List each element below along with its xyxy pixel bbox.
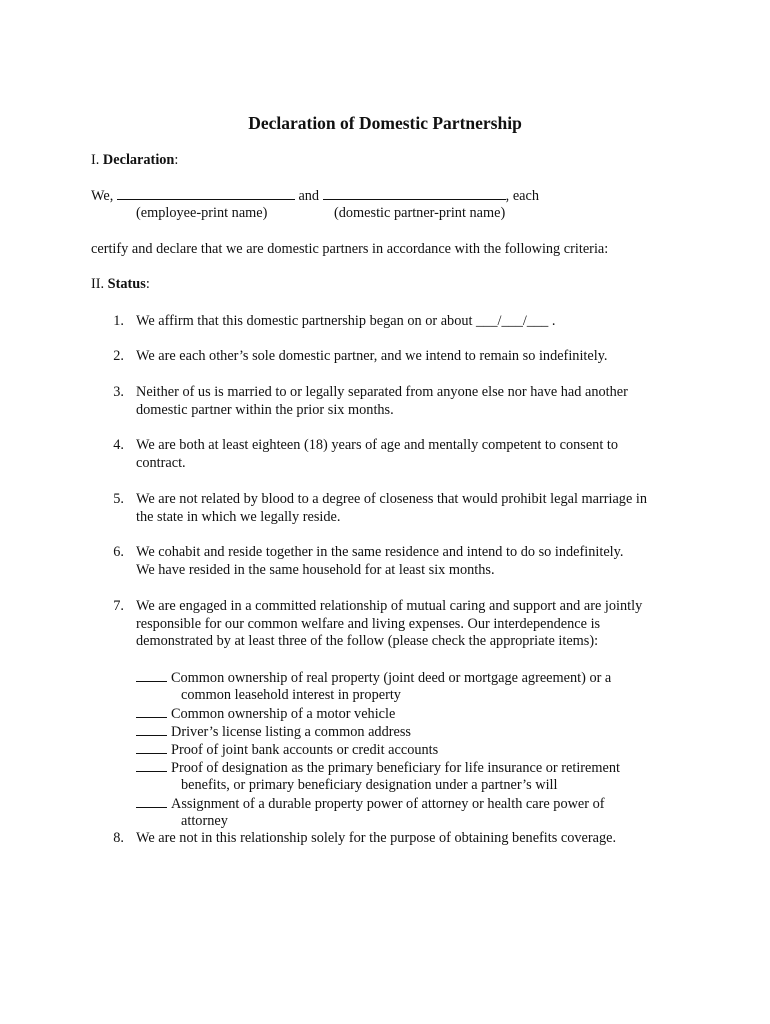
- certify-text: certify and declare that we are domestic partners in accordance with the following criteria:: [91, 241, 609, 257]
- checklist-item-5-text: Proof of designation as the primary beneficiary for life insurance or retirement: [171, 760, 620, 776]
- employee-name-blank[interactable]: [117, 186, 295, 200]
- item-5-number: 5.: [113, 491, 124, 507]
- item-4-number: 4.: [113, 437, 124, 453]
- item-3-line-2: domestic partner within the prior six months.: [136, 402, 394, 418]
- checklist-item-2: [136, 704, 395, 723]
- checklist-item-3: [136, 722, 411, 741]
- declaration-line: [91, 186, 539, 205]
- item-8-number: 8.: [113, 830, 124, 846]
- item-6-number: 6.: [113, 544, 124, 560]
- partner-name-blank[interactable]: [323, 186, 506, 200]
- section-1-heading: [91, 151, 178, 169]
- checklist-item-3-blank[interactable]: [136, 722, 167, 736]
- checklist-item-4: [136, 740, 438, 759]
- section-2-title: Status: [107, 276, 146, 292]
- section-2-colon: :: [145, 276, 150, 292]
- item-7-line-1: We are engaged in a committed relationship of mutual caring and support and are jointly: [136, 598, 643, 614]
- item-1-line-1: We affirm that this domestic partnership began on or about ___/___/___ .: [136, 313, 556, 329]
- item-8-line-1: We are not in this relationship solely for the purpose of obtaining benefits coverage.: [136, 830, 617, 846]
- declaration-each: , each: [505, 188, 540, 204]
- item-2-number: 2.: [113, 348, 124, 364]
- item-4-line-1: We are both at least eighteen (18) years of age and mentally competent to consent to: [136, 437, 618, 453]
- checklist-item-6: [136, 794, 605, 813]
- checklist-item-6-continuation: attorney: [181, 813, 228, 829]
- checklist-item-5-blank[interactable]: [136, 758, 167, 772]
- checklist-item-3-text: Driver’s license listing a common address: [171, 724, 411, 740]
- item-7-number: 7.: [113, 598, 124, 614]
- document-title: Declaration of Domestic Partnership: [248, 113, 522, 133]
- checklist-item-1: [136, 668, 611, 687]
- checklist-item-5: [136, 758, 620, 777]
- checklist-item-5-continuation: benefits, or primary beneficiary designation under a partner’s will: [181, 777, 558, 793]
- item-3-line-1: Neither of us is married to or legally separated from anyone else nor have had another: [136, 384, 628, 400]
- checklist-item-4-blank[interactable]: [136, 740, 167, 754]
- checklist-item-2-blank[interactable]: [136, 704, 167, 718]
- checklist-item-6-blank[interactable]: [136, 794, 167, 808]
- section-2-heading: [91, 275, 150, 293]
- declaration-we: We,: [91, 188, 114, 204]
- checklist-item-2-text: Common ownership of a motor vehicle: [171, 706, 396, 722]
- section-1-numeral: I.: [91, 152, 103, 168]
- checklist-item-4-text: Proof of joint bank accounts or credit accounts: [171, 742, 439, 758]
- item-5-line-1: We are not related by blood to a degree of closeness that would prohibit legal marriage in: [136, 491, 647, 507]
- item-7-line-3: demonstrated by at least three of the follow (please check the appropriate items):: [136, 633, 599, 649]
- item-4-line-2: contract.: [136, 455, 186, 471]
- declaration-and: and: [298, 188, 320, 204]
- checklist-item-6-text: Assignment of a durable property power of attorney or health care power of: [171, 796, 605, 812]
- checklist-item-1-continuation: common leasehold interest in property: [181, 687, 401, 703]
- section-1-title: Declaration: [102, 152, 175, 168]
- item-6-line-2: We have resided in the same household for at least six months.: [136, 562, 495, 578]
- section-2-numeral: II.: [91, 276, 108, 292]
- item-7-line-2: responsible for our common welfare and living expenses. Our interdependence is: [136, 616, 601, 632]
- item-5-line-2: the state in which we legally reside.: [136, 509, 341, 525]
- checklist-item-1-blank[interactable]: [136, 668, 167, 682]
- item-2-line-1: We are each other’s sole domestic partner, and we intend to remain so indefinitely.: [136, 348, 608, 364]
- employee-name-caption: (employee-print name): [136, 205, 268, 221]
- item-6-line-1: We cohabit and reside together in the same residence and intend to do so indefinitely.: [136, 544, 624, 560]
- section-1-colon: :: [174, 152, 179, 168]
- item-1-number: 1.: [113, 313, 124, 329]
- item-3-number: 3.: [113, 384, 124, 400]
- checklist-item-1-text: Common ownership of real property (joint deed or mortgage agreement) or a: [171, 670, 612, 686]
- partner-name-caption: (domestic partner-print name): [334, 205, 506, 221]
